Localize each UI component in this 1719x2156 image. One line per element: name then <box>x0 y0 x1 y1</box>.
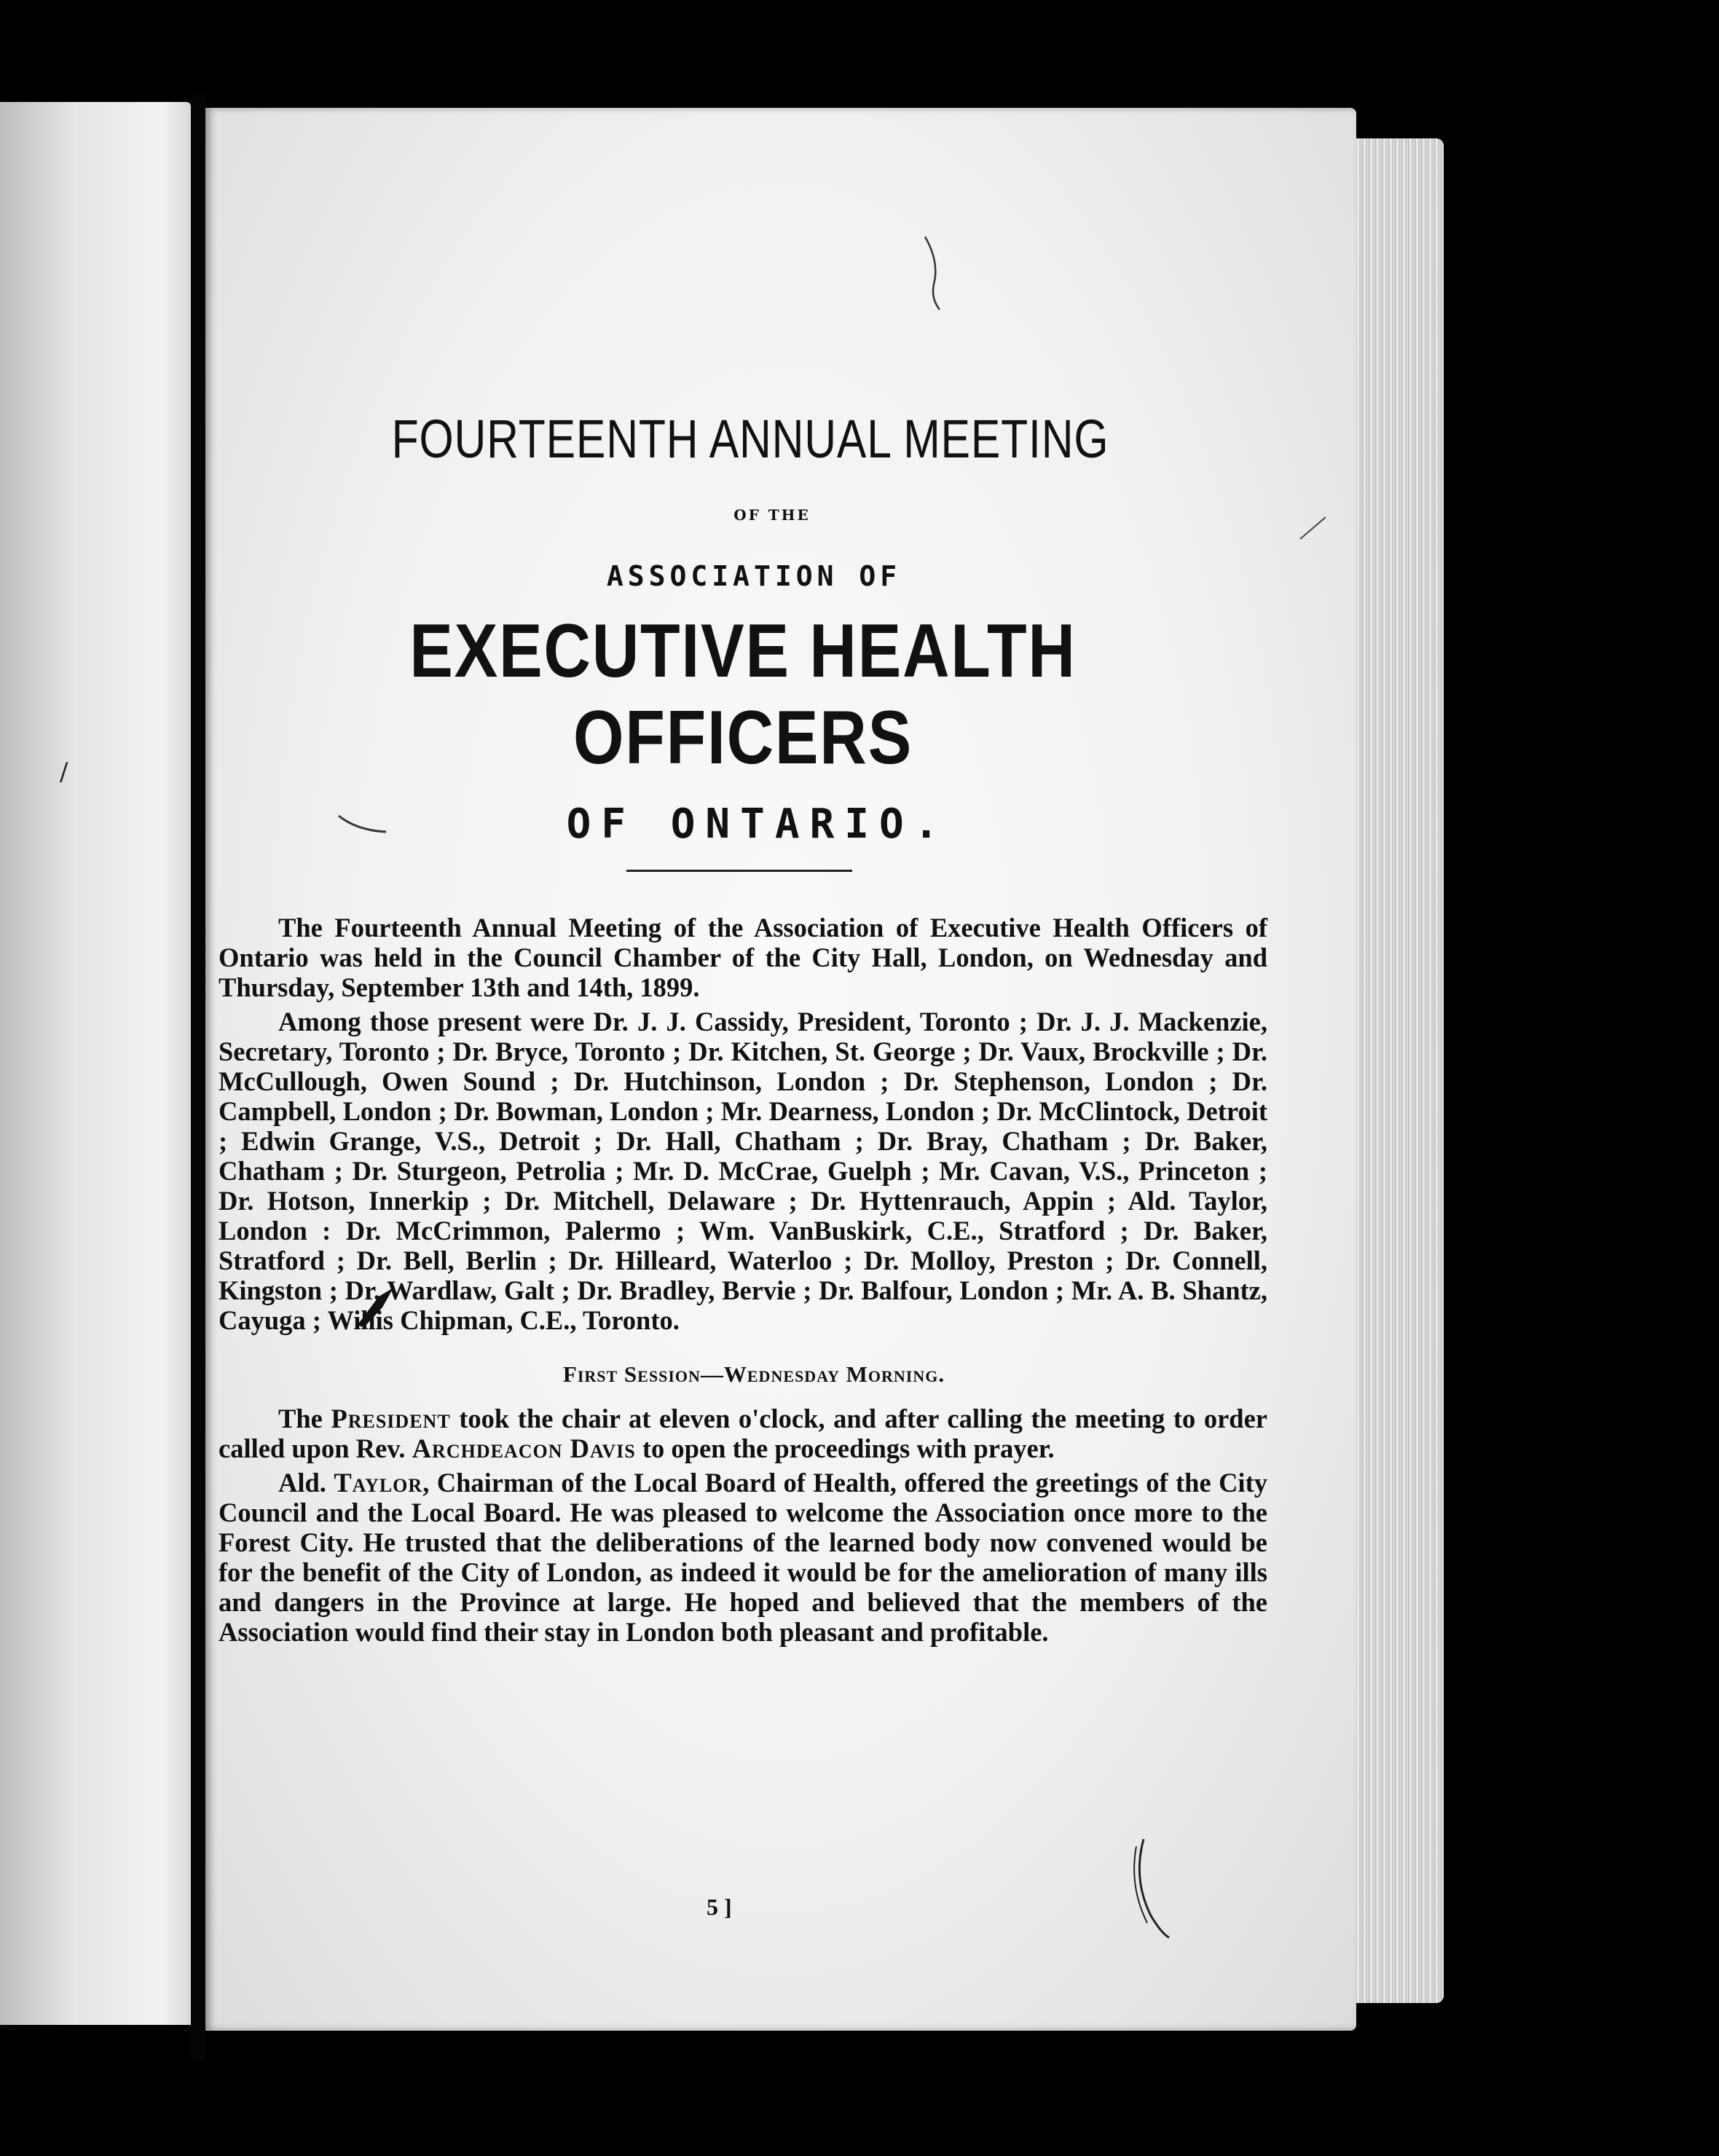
taylor-small-caps: Taylor <box>334 1468 423 1498</box>
text-run: , Chairman of the Local Board of Health, offered the greetings of the City Council and the Local Board. He was pleased to welcome the Association once more to the Forest City. He trusted that the deliberations of the learned body now convened would be for the benefit of the City of London, as indeed it would be for the amelioration of many ills and dangers in the Province at large. He hoped and believed that the members of the Association would find their stay in London both pleasant and profitable. <box>219 1468 1267 1647</box>
meeting-title: FOURTEENTH ANNUAL MEETING <box>391 409 1109 469</box>
facing-page-left <box>0 102 191 2025</box>
text-run: The <box>278 1404 331 1433</box>
main-title: EXECUTIVE HEALTH OFFICERS <box>409 609 1077 780</box>
page-number: 5 ] <box>707 1894 732 1920</box>
text-run: to open the proceedings with prayer. <box>635 1433 1055 1463</box>
text-run: Ald. <box>278 1468 334 1498</box>
scan-mark <box>918 233 961 313</box>
book-gutter <box>191 95 205 2061</box>
intro-paragraph: The Fourteenth Annual Meeting of the Association of Executive Health Officers of Ontario was held in the Council Chamber of the City Hall, London, on Wednesday and Thursday, September 13th and 14th, 1899. <box>219 913 1267 1002</box>
of-ontario-label: OF ONTARIO. <box>566 800 949 848</box>
taylor-paragraph <box>219 1468 1267 1647</box>
margin-mark: / <box>60 758 68 787</box>
page-content <box>219 408 1267 1647</box>
ink-blot <box>350 1282 401 1333</box>
attendees-paragraph: Among those present were Dr. J. J. Cassidy, President, Toronto ; Dr. J. J. Mackenzie, Secretary, Toronto ; Dr. Bryce, Toronto ; Dr. Kitchen, St. George ; Dr. Vaux, Brockville ; Dr. McCullough, Owen Sound ; Dr. Hutchinson, London ; Dr. Stephenson, London ; Dr. Campbell, London ; Dr. Bowman, London ; Mr. Dearness, London ; Dr. McClintock, Detroit ; Edwin Grange, V.S., Detroit ; Dr. Hall, Chatham ; Dr. Bray, Chatham ; Dr. Baker, Chatham ; Dr. Sturgeon, Petrolia ; Mr. D. McCrae, Guelph ; Mr. Cavan, V.S., Princeton ; Dr. Hotson, Innerkip ; Dr. Mitchell, Delaware ; Dr. Hyttenrauch, Appin ; Ald. Taylor, London : Dr. McCrimmon, Palermo ; Wm. VanBuskirk, C.E., Stratford ; Dr. Baker, Stratford ; Dr. Bell, Berlin ; Dr. Hilleard, Waterloo ; Dr. Molloy, Preston ; Dr. Connell, Kingston ; Dr. Wardlaw, Galt ; Dr. Bradley, Bervie ; Dr. Balfour, London ; Mr. A. B. Shantz, Cayuga ; Willis Chipman, C.E., Toronto. <box>219 1007 1267 1335</box>
page-edges <box>1356 138 1444 2003</box>
session-heading: First Session—Wednesday Morning. <box>562 1361 945 1387</box>
association-of-label: ASSOCIATION OF <box>606 560 902 592</box>
text-run: took the chair at eleven o'clock, and after calling the meeting to order called upon Rev. <box>219 1404 1267 1463</box>
of-the-label: OF THE <box>733 506 811 524</box>
title-divider <box>626 870 852 872</box>
president-paragraph <box>219 1404 1267 1463</box>
president-small-caps: President <box>331 1404 451 1433</box>
archdeacon-small-caps: Archdeacon Davis <box>412 1433 636 1463</box>
scan-mark <box>1122 1836 1173 1945</box>
scan-mark <box>1297 510 1333 546</box>
